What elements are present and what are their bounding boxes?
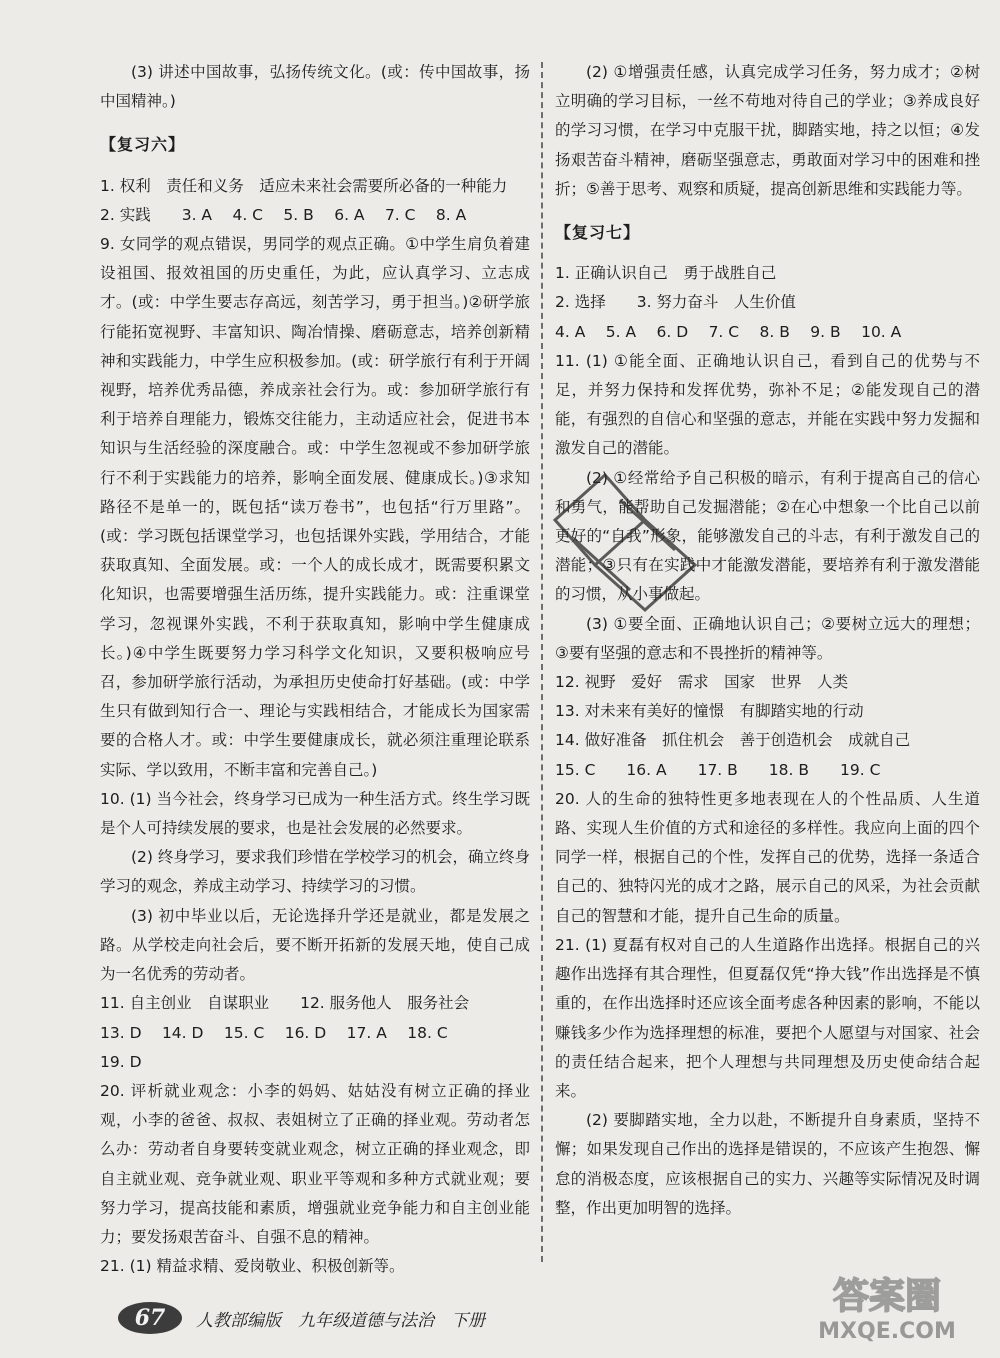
- answer-line: 21. (1) 精益求精、爱岗敬业、积极创新等。: [100, 1257, 405, 1276]
- answer-paragraph: (3) 初中毕业以后，无论选择升学还是就业，都是发展之路。从学校走向社会后，要不断开拓新的发展天地，使自己成为一名优秀的劳动者。: [100, 906, 530, 984]
- right-column: [555, 58, 980, 1223]
- answer-line: 15. C 16. A 17. B 18. B 19. C: [555, 760, 881, 779]
- answer-line: 13. D 14. D 15. C 16. D 17. A 18. C: [100, 1023, 448, 1042]
- section-heading-review6: 【复习六】: [100, 135, 186, 155]
- answer-paragraph: 11. (1) ①能全面、正确地认识自己，看到自己的优势与不足，并努力保持和发挥优势，弥补不足；②能发现自己的潜能，有强烈的自信心和坚强的意志，并能在实践中努力发掘和激发自己的潜能。: [555, 351, 980, 458]
- stamp-watermark-icon: [535, 460, 725, 630]
- answer-paragraph: 10. (1) 当今社会，终身学习已成为一种生活方式。终生学习既是个人可持续发展的要求，也是社会发展的必然要求。: [100, 789, 530, 838]
- answer-paragraph: (2) 要脚踏实地，全力以赴，不断提升自身素质，坚持不懈；如果发现自己作出的选择是错误的，不应该产生抱怨、懈怠的消极态度，应该根据自己的实力、兴趣等实际情况及时调整，作出更加明智的选择。: [555, 1111, 980, 1217]
- page-number-badge: 67: [118, 1302, 182, 1334]
- answer-line: 1. 正确认识自己 勇于战胜自己: [555, 264, 777, 283]
- answer-paragraph: (2) 终身学习，要求我们珍惜在学校学习的机会，确立终身学习的观念，养成主动学习、持续学习的习惯。: [100, 848, 530, 896]
- answer-line: 13. 对未来有美好的憧憬 有脚踏实地的行动: [555, 702, 864, 721]
- answer-paragraph: (2) ①增强责任感，认真完成学习任务，努力成才；②树立明确的学习目标，一丝不苟地对待自己的学业；③养成良好的学习习惯，在学习中克服干扰，脚踏实地，持之以恒；④发扬艰苦奋斗精神，磨砺坚强意志，勇敢面对学习中的困难和挫折；⑤善于思考、观察和质疑，提高创新思维和实践能力等。: [555, 63, 980, 198]
- answer-review5-q3: (3) 讲述中国故事，弘扬传统文化。(或：传中国故事，扬中国精神。): [100, 63, 530, 111]
- answer-paragraph: 21. (1) 夏磊有权对自己的人生道路作出选择。根据自己的兴趣作出选择有其合理性，但夏磊仅凭“挣大钱”作出选择是不慎重的，在作出选择时还应该全面考虑各种因素的影响，不能以赚钱多少作为选择理想的标准，要把个人愿望与对国家、社会的责任结合起来，把个人理想与共同理想及历史使命结合起来。: [555, 935, 980, 1100]
- answer-line: 12. 视野 爱好 需求 国家 世界 人类: [555, 673, 849, 692]
- answer-paragraph: 20. 评析就业观念：小李的妈妈、姑姑没有树立正确的择业观，小李的爸爸、叔叔、表姐树立了正确的择业观。劳动者怎么办：劳动者自身要转变就业观念，树立正确的择业观念，即自主就业观、竞争就业观、职业平等观和多种方式就业观；要努力学习，提高技能和素质，增强就业竞争能力和自主创业能力；要发扬艰苦奋斗、自强不息的精神。: [100, 1081, 530, 1246]
- answer-paragraph: (3) ①要全面、正确地认识自己；②要树立远大的理想；③要有坚强的意志和不畏挫折的精神等。: [555, 614, 980, 662]
- footer-book-title: 人教部编版 九年级道德与法治 下册: [196, 1310, 485, 1331]
- answer-line: 14. 做好准备 抓住机会 善于创造机会 成就自己: [555, 731, 911, 750]
- answer-line: 19. D: [100, 1052, 142, 1071]
- answer-line: 2. 实践 3. A 4. C 5. B 6. A 7. C 8. A: [100, 205, 467, 224]
- answer-line: 11. 自主创业 自谋职业 12. 服务他人 服务社会: [100, 994, 470, 1013]
- page-footer: [118, 1298, 485, 1338]
- site-logo-watermark: [792, 1268, 982, 1348]
- section-heading-review7: 【复习七】: [555, 223, 641, 243]
- answer-paragraph: 20. 人的生命的独特性更多地表现在人的个性品质、人生道路、实现人生价值的方式和途径的多样性。我应向上面的四个同学一样，根据自己的个性，发挥自己的优势，选择一条适合自己的、独特闪光的成才之路，展示自己的风采，为社会贡献自己的智慧和才能，提升自己生命的质量。: [555, 789, 980, 925]
- answer-paragraph: 9. 女同学的观点错误，男同学的观点正确。①中学生肩负着建设祖国、报效祖国的历史重任，为此，应认真学习、立志成才。(或：中学生要志存高远，刻苦学习，勇于担当。)②研学旅行能拓宽视野、丰富知识、陶冶情操、磨砺意志，培养创新精神和实践能力，中学生应积极参加。(或：研学旅行有利于开阔视野，培养优秀品德，养成亲社会行为。或：参加研学旅行有利于培养自理能力，锻炼交往能力，主动适应社会，促进书本知识与生活经验的深度融合。或：中学生忽视或不参加研学旅行不利于实践能力的培养，影响全面发展、健康成长。)③求知路径不是单一的，既包括“读万卷书”，也包括“行万里路”。(或：学习既包括课堂学习，也包括课外实践，学用结合，才能获取真知、全面发展。或：一个人的成长成才，既需要积累文化知识，也需要增强生活历练，提升实践能力。或：注重课堂学习，忽视课外实践，不利于获取真知，影响中学生健康成长。)④中学生既要努力学习科学文化知识，又要积极响应号召，参加研学旅行活动，为承担历史使命打好基础。(或：中学生只有做到知行合一、理论与实践相结合，才能成长为国家需要的合格人才。或：中学生要健康成长，就必须注重理论联系实际、学以致用，不断丰富和完善自己。): [100, 235, 530, 779]
- answer-paragraph: (2) ①经常给予自己积极的暗示，有利于提高自己的信心和勇气，能帮助自己发掘潜能；②在心中想象一个比自己以前更好的“自我”形象，能够激发自己的斗志，有利于激发自己的潜能；③只有在实践中才能激发潜能，要培养有利于激发潜能的习惯，从小事做起。: [555, 468, 980, 604]
- answer-line: 1. 权利 责任和义务 适应未来社会需要所必备的一种能力: [100, 176, 508, 195]
- answer-line: 2. 选择 3. 努力奋斗 人生价值: [555, 293, 796, 312]
- left-column: [100, 58, 530, 1281]
- answer-line: 4. A 5. A 6. D 7. C 8. B 9. B 10. A: [555, 322, 902, 341]
- column-divider: [541, 62, 543, 1262]
- svg-text:答案圈: 答案圈: [832, 1276, 942, 1317]
- svg-text:MXQE.COM: MXQE.COM: [818, 1319, 956, 1344]
